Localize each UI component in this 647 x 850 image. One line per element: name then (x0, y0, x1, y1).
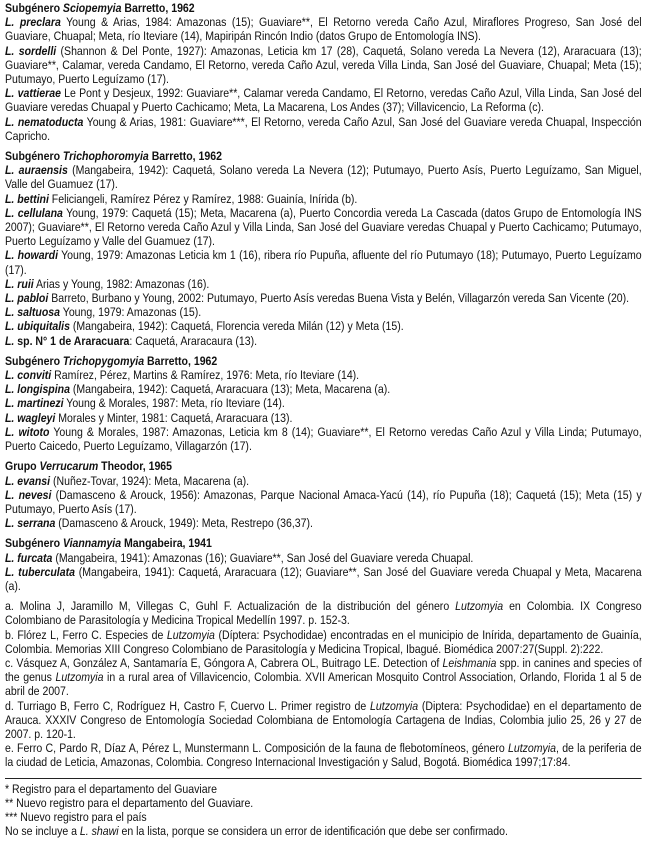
species-entry (5, 44, 642, 87)
footnote-item (5, 796, 642, 810)
italic-term: Leishmania (442, 655, 497, 670)
taxon-section (5, 459, 642, 530)
taxon-name: Viannamyia (62, 536, 122, 551)
text-segment: Morales y Minter, 1981: Caquetá, Araracuara (13). (55, 410, 293, 425)
taxon-name: L. cellulana (5, 205, 63, 220)
italic-term: Lutzomyia (370, 698, 419, 713)
text-segment: Young & Morales, 1987: Meta, río Iteviare (14). (63, 396, 285, 411)
taxon-name: L. furcata (5, 550, 53, 565)
text-segment: Barretto, 1962 (144, 353, 218, 368)
taxon-name: L. (5, 333, 15, 348)
text-segment: Subgénero (5, 149, 63, 164)
species-entry (5, 516, 642, 530)
text-segment: Feliciangeli, Ramírez Pérez y Ramírez, 1988: Guainía, Inírida (b). (48, 191, 358, 206)
species-entry (5, 319, 642, 333)
taxon-name: Sciopemyia (62, 1, 122, 15)
species-entry (5, 277, 642, 291)
species-entry (5, 163, 642, 191)
species-entry (5, 291, 642, 305)
text-segment: e. Ferro C, Pardo R, Díaz A, Pérez L, Munstermann L. Composición de la fauna de flebotomíneos, género (5, 741, 509, 756)
section-header (5, 149, 642, 163)
references (5, 599, 642, 769)
text-segment: ** Nuevo registro para el departamento del Guaviare. (5, 795, 254, 810)
taxon-name: L. preclara (5, 15, 61, 30)
taxon-name: L. longispina (5, 382, 70, 397)
text-segment: * Registro para el departamento del Guaviare (5, 781, 217, 796)
text-segment: Theodor, 1965 (98, 459, 173, 474)
text-segment: (Mangabeira, 1941): Amazonas (16); Guaviare**, San José del Guaviare vereda Chuapal. (52, 550, 474, 565)
species-entry (5, 368, 642, 382)
text-segment: (Nuñez-Tovar, 1924): Meta, Macarena (a). (50, 473, 250, 488)
species-entry (5, 305, 642, 319)
text-segment: b. Flórez L, Ferro C. Especies de (5, 627, 167, 642)
reference-item (5, 599, 642, 627)
text-segment: Subgénero (5, 1, 63, 15)
taxon-name: L. saltuosa (5, 305, 61, 320)
species-entry (5, 206, 642, 249)
text-segment: Le Pont y Desjeux, 1992: Guaviare**, Calamar vereda Candamo, El Retorno, veredas Caño Azul, Villa Linda, San José del Guaviare veredas Chuapal y Puerto Cachicamo; Meta, La Macarena, Los Andes (37); Villavicencio, La Reforma (c). (5, 86, 642, 115)
text-segment: en Colombia. IX Congreso Colombiano de Parasitología y Medicina Tropical Medellín 1997. p. 152-3. (5, 599, 642, 628)
species-entry (5, 248, 642, 276)
taxon-name: L. conviti (5, 368, 52, 383)
species-entry (5, 411, 642, 425)
taxon-section (5, 354, 642, 453)
section-header (5, 354, 642, 368)
text-segment: Mangabeira, 1941 (121, 536, 212, 551)
footnote-divider (5, 778, 642, 779)
text-segment: Subgénero (5, 536, 63, 551)
reference-item (5, 656, 642, 699)
species-list (5, 1, 642, 593)
species-entry (5, 86, 642, 114)
section-header (5, 1, 642, 15)
taxon-name: Verrucarum (39, 459, 99, 474)
taxon-name: L. witoto (5, 424, 50, 439)
reference-item (5, 699, 642, 742)
text-segment: Ramírez, Pérez, Martins & Ramírez, 1976: Meta, río Iteviare (14). (51, 368, 360, 383)
footnotes (5, 782, 642, 839)
text-segment: Barretto, 1962 (148, 149, 222, 164)
text-segment: (Damasceno & Arouck, 1949): Meta, Restrepo (36,37). (55, 516, 313, 531)
text-segment: spp. in canines and species of the genus (5, 655, 642, 685)
taxon-name: L. ruii (5, 276, 34, 291)
taxon-name: L. nevesi (5, 487, 52, 502)
text-segment: Young, 1979: Caquetá (15); Meta, Macarena (a), Puerto Concordia vereda La Cascada (datos Grupo de Entomología INS 2007); Guaviare**, El Retorno vereda Caño Azul y Villa Linda, San José del Guaviare veredas Chuapal y Puerto Cachicamo; Putumayo, Puerto Leguízamo y Valle del Guamuez (17). (5, 205, 642, 249)
text-segment: Young & Arias, 1984: Amazonas (15); Guaviare**, El Retorno vereda Caño Azul, Miraflores Progreso, San José del Guaviare, Chuapal; Meta, río Iteviare (14), Mapiripán Rincón Indio (datos Grupo de Entomología INS). (5, 15, 642, 44)
taxon-name: L. wagleyi (5, 410, 56, 425)
species-entry (5, 115, 642, 143)
text-segment: Barreto, Burbano y Young, 2002: Putumayo, Puerto Asís veredas Buena Vista y Belén, Villagarzón vereda San Vicente (20). (48, 291, 630, 306)
taxon-section (5, 1, 642, 143)
species-entry (5, 474, 642, 488)
text-segment: Barretto, 1962 (121, 1, 195, 15)
reference-item (5, 628, 642, 656)
text-segment: (Díptera: Psychodidae) encontradas en el municipio de Inírida, departamento de Guainía, Colombia. Memorias XIII Congreso Colombiano de Parasitología y Medicina Tropical, Ibagué. Biomédica 2007:27(Suppl. 2):222. (5, 627, 642, 656)
italic-term: Lutzomyia (455, 599, 504, 614)
text-segment: Subgénero (5, 353, 63, 368)
italic-term: Lutzomyia (508, 741, 557, 756)
taxon-name: L. sordelli (5, 43, 57, 58)
section-header (5, 459, 642, 473)
taxon-name: L. evansi (5, 473, 51, 488)
taxon-name: L. nematoducta (5, 114, 84, 129)
text-segment: en la lista, porque se considera un error de identificación que debe ser confirmado. (118, 824, 508, 839)
text-segment: Arias y Young, 1982: Amazonas (16). (33, 276, 210, 291)
species-entry (5, 488, 642, 516)
footnote-item (5, 782, 642, 796)
section-header (5, 536, 642, 550)
text-segment: No se incluye a (5, 824, 80, 839)
taxon-name: L. serrana (5, 516, 56, 531)
italic-term: L. shawi (79, 824, 119, 839)
text-segment: (Mangabeira, 1941): Caquetá, Araracuara (12); Guaviare**, San José del Guaviare vereda Chuapal y Meta, Macarena (a). (5, 564, 642, 593)
species-entry (5, 551, 642, 565)
taxon-name: L. tuberculata (5, 564, 75, 579)
taxon-name: L. bettini (5, 191, 49, 206)
text-segment: (Shannon & Del Ponte, 1927): Amazonas, Leticia km 17 (28), Caquetá, Solano vereda La Nevera (12), Araracuara (13); Guaviare**, Calamar, vereda Candamo, El Retorno, vereda Caño Azul, vereda Villa Linda, San José del Guaviare, Chuapal; Meta (15); Putumayo, Puerto Leguízamo (17). (5, 43, 642, 87)
text-segment: c. Vásquez A, González A, Santamaría E, Góngora A, Cabrera OL, Buitrago LE. Detection of (5, 655, 443, 670)
text-segment: : Caquetá, Araracaura (13). (129, 333, 258, 348)
text-segment: (Diptera: Psychodidae) en el departamento de Arauca. XXXIV Congreso de Entomología Sociedad Colombiana de Entomología Cartagena de Indias, Colombia julio 25, 26 y 27 de 2007. p. 120-1. (5, 698, 642, 741)
text-segment: (Mangabeira, 1942): Caquetá, Araracuara (13); Meta, Macarena (a). (69, 382, 391, 397)
taxon-name: Trichopygomyia (62, 353, 145, 368)
reference-item (5, 741, 642, 769)
taxon-name: L. martinezi (5, 396, 64, 411)
species-entry (5, 425, 642, 453)
taxon-section (5, 536, 642, 593)
taxon-name: L. howardi (5, 248, 59, 263)
text-segment: Grupo (5, 459, 40, 474)
text-segment: a. Molina J, Jaramillo M, Villegas C, Guhl F. Actualización de la distribución del género (5, 599, 456, 614)
taxon-section (5, 149, 642, 348)
taxon-name: L. vattierae (5, 86, 61, 101)
taxon-name: L. ubiquitalis (5, 319, 70, 334)
taxon-name: L. auraensis (5, 163, 68, 178)
document-page (5, 1, 642, 838)
text-segment: Young & Morales, 1987: Amazonas, Leticia km 8 (14); Guaviare**, El Retorno veredas Caño Azul y Villa Linda; Putumayo, Puerto Caicedo, Puerto Leguízamo, Villagarzón (17). (5, 424, 642, 454)
taxon-name: Trichophoromyia (62, 149, 149, 164)
footnote-item (5, 810, 642, 824)
species-entry (5, 382, 642, 396)
text-segment: d. Turriago B, Ferro C, Rodríguez H, Castro F, Cuervo L. Primer registro de (5, 698, 371, 713)
taxon-name: L. pabloi (5, 291, 49, 306)
footnote-item (5, 824, 642, 838)
text-segment: , de la periferia de la ciudad de Leticia, Amazonas, Colombia. Congreso Internacional Investigación y Salud, Bogotá. Biomédica 1997;17:84. (5, 741, 642, 770)
text-segment: sp. N° 1 de Araracuara (14, 333, 130, 348)
italic-term: Lutzomyia (55, 670, 104, 685)
species-entry (5, 396, 642, 410)
species-entry (5, 565, 642, 593)
species-entry (5, 15, 642, 43)
text-segment: Young & Arias, 1981: Guaviare***, El Retorno, vereda Caño Azul, San José del Guaviare vereda Chuapal, Inspección Capricho. (5, 114, 642, 143)
text-segment: in a rural area of Villavicencio, Colombia. XVII American Mosquito Control Association, Orlando, Florida 1 al 5 de abril de 2007. (5, 670, 642, 699)
text-segment: Young, 1979: Amazonas (15). (60, 305, 202, 320)
text-segment: (Damasceno & Arouck, 1956): Amazonas, Parque Nacional Amaca-Yacú (14), río Pupuña (18); Caquetá (15); Meta (15) y Putumayo, Puerto Asís (17). (5, 487, 642, 516)
text-segment: *** Nuevo registro para el país (5, 809, 147, 824)
text-segment: Young, 1979: Amazonas Leticia km 1 (16), ribera río Pupuña, afluente del río Putumayo (18); Putumayo, Puerto Leguízamo (17). (5, 248, 642, 277)
text-segment: (Mangabeira, 1942): Caquetá, Florencia vereda Milán (12) y Meta (15). (69, 319, 404, 334)
text-segment: (Mangabeira, 1942): Caquetá, Solano vereda La Nevera (12); Putumayo, Puerto Asís, Puerto Leguízamo, San Miguel, Valle del Guamuez (17). (5, 163, 642, 192)
species-entry (5, 334, 642, 348)
italic-term: Lutzomyia (166, 627, 215, 642)
species-entry (5, 192, 642, 206)
